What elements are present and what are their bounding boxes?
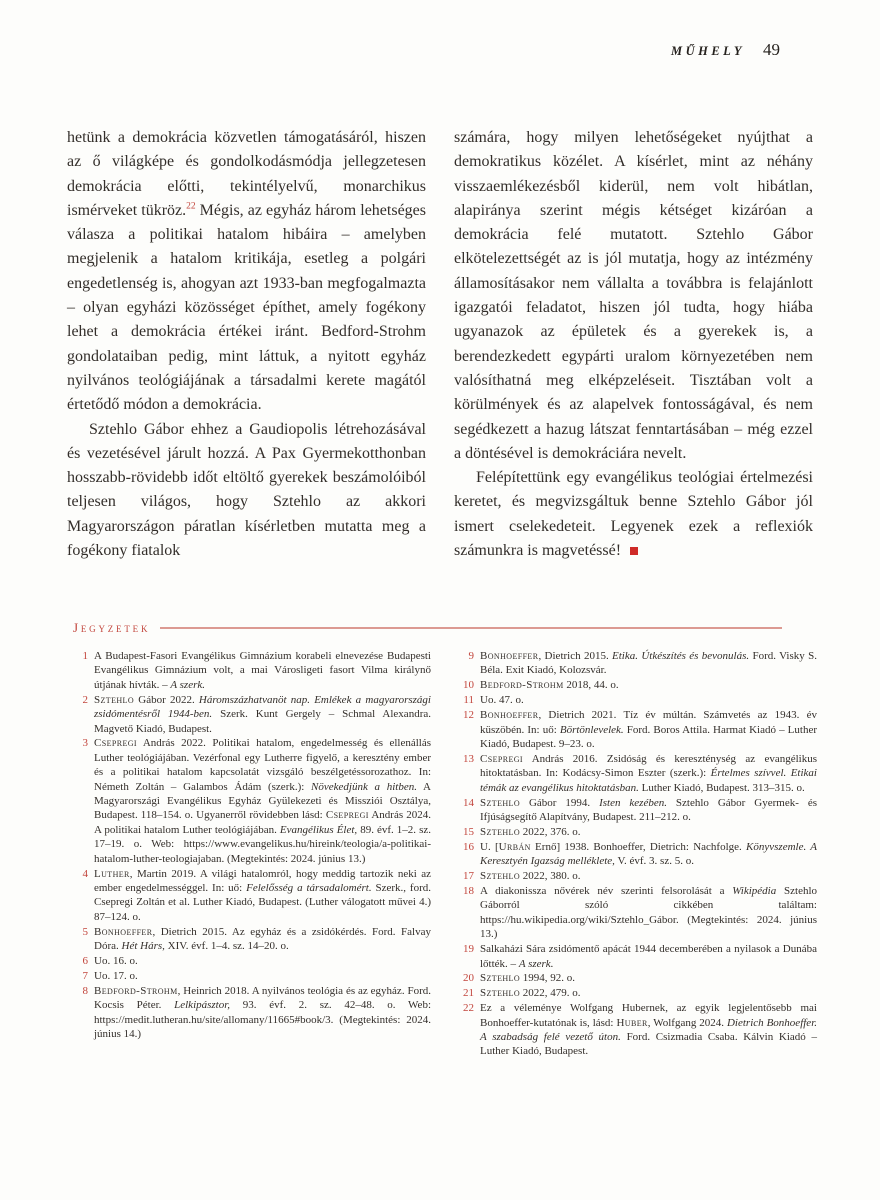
notes-header (73, 620, 817, 636)
text-segment: Sztehlo (480, 796, 521, 809)
text-segment: hetünk a demokrácia közvetlen támogatásáról, hiszen az ő világképe és gondolkodásmódja jellegzetesen demokrácia előtti, tekintélyelvű, monarchikus ismérveket tükröz. (67, 129, 426, 219)
text-segment: 93. évf. 2. sz. 42–48. o. Web: https://medit.lutheran.hu/site/allomany/11665#book/3. (Megtekintés: 2024. június 14.) (94, 999, 431, 1041)
footnote-number: 18 (463, 885, 474, 897)
footnotes-column-left (73, 649, 431, 1059)
footnote-text (94, 954, 431, 968)
footnote-number: 17 (463, 870, 474, 883)
footnote-reference: 22 (186, 201, 196, 212)
text-segment: , Dietrich 2015. Az egyház és a zsidókérdés. Ford. Falvay Dóra. (94, 925, 431, 953)
text-segment: , Heinrich 2018. A nyilvános teológia és az egyház. Ford. Kocsis Péter. (94, 984, 431, 1012)
body-paragraph (67, 418, 426, 564)
text-segment: Bedford-Strohm (94, 984, 178, 997)
footnote-item (459, 708, 817, 751)
footnote-number: 20 (463, 972, 474, 985)
text-segment: Sztehlo Gáborról szóló cikkében találtam: https://hu.wikipedia.org/wiki/Sztehlo_Gábor. (Megtekintés: 2024. június 13.) (480, 885, 818, 941)
footnote-text (480, 884, 817, 942)
text-segment: , Martin 2019. A világi hatalomról, hogy meddig tartozik neki az ember engedelmességgel. In: uő: (94, 867, 431, 894)
text-segment: 2022, 376. o. (520, 825, 581, 838)
text-segment: Gábor 2022. (134, 693, 199, 706)
footnote-text (480, 869, 817, 883)
footnote-number: 12 (463, 709, 474, 722)
text-segment: , Dietrich 2021. Tíz év múltán. Számvetés az 1943. év küszöbén. In: uő: (480, 709, 817, 736)
text-segment: A Budapest-Fasori Evangélikus Gimnázium korabeli elnevezése Budapesti Evangélikus Gimnázium volt, a mai Városligeti fasort Vilma királynő útjának hívták. – (94, 650, 431, 691)
footnote-text (94, 969, 431, 983)
page-number: 49 (763, 40, 780, 59)
text-segment: 1994, 92. o. (520, 972, 576, 985)
footnote-number: 16 (463, 840, 474, 853)
footnote-text (94, 649, 431, 692)
text-segment: számára, hogy milyen lehetőségeket nyújthat a demokratikus közélet. A kísérlet, mint az néhány visszaemlékezésből kiderül, nem volt hibátlan, alapiránya szerint mégis kétséget kizáróan a demokrácia felé mutatott. Sztehlo Gábor elkötelezettségét az is jól mutatja, hogy az intézmény államosításakor nem vállalta a továbbra is felajánlott igazgatói feladatot, hiszen jól tudta, hogy hiába ugyanazok az épületek és a gyerekek is, a berendezkedett egypárti uralom környezetében nem valósíthatná meg elképzeléseit. Tisztában volt a körülmények és az alapelvek fontosságával, és nem segédkezett a hazug látszat fenntartásában – még ezzel a döntésével is demokráciára nevelt. (454, 129, 813, 462)
text-segment: Urbán (498, 840, 531, 853)
footnote-text (480, 678, 817, 692)
text-segment: Sztehlo (480, 972, 521, 985)
footnote-item (459, 649, 817, 678)
text-segment: Evangélikus Élet, (279, 823, 358, 836)
footnotes-section (73, 620, 817, 1059)
footnote-text (480, 942, 817, 971)
text-segment: Luther (94, 867, 130, 880)
text-segment: 89. évf. 1–2. sz. 17–19. o. Web: https://www.evangelikus.hu/hireink/teologia/a-politikai-hatalom-luther-teologiajaban. (Megtekintés: 2024. június 13.) (94, 823, 431, 865)
footnote-number: 8 (82, 984, 88, 997)
text-segment: Értelmes szívvel. Etikai témák az evangélikus hitoktatásban. (480, 767, 817, 794)
text-segment: V. évf. 3. sz. 5. o. (614, 855, 694, 868)
footnote-item (73, 693, 431, 736)
footnote-number: 9 (468, 650, 474, 662)
footnote-number: 13 (463, 752, 474, 765)
text-segment: Dietrich Bonhoeffer. A szabadság felé vezető úton. (480, 1016, 818, 1044)
text-segment: Mégis, az egyház három lehetséges válasza a politikai hatalom hibáira – amelyben megjelenik a hatalom kritikája, esetleg a polgári engedetlenség is, ahogyan azt 1933-ban megfogalmazta – olyan egyházi közösséget építhet, amely fogékony lehet a demokrácia értékei iránt. Bedford-Strohm gondolataiban pedig, mint láttuk, a nyitott egyház nyilvános teológiájának a társadalmi kerete magától értetődő módon a demokrácia. (67, 201, 426, 414)
text-segment: Csepregi (94, 737, 137, 750)
footnote-number: 10 (463, 679, 474, 692)
text-segment: Felépítettünk egy evangélikus teológiai értelmezési keretet, és megvizsgáltuk benne Sztehlo Gábor jól ismert cselekedeteit. Legyenek ezek a reflexiók számunkra is magvetéssé! (454, 469, 813, 560)
text-segment: András 2024. A politikai hatalom Luther teológiájában. (94, 809, 431, 836)
text-segment: Börtönlevelek. (559, 723, 624, 736)
text-segment: Háromszázhatvanöt nap. Emlékek a magyarországi zsidómentésről 1944-ben. (94, 693, 431, 721)
text-segment: Huber (616, 1016, 648, 1029)
body-column-left (67, 126, 426, 563)
footnote-text (94, 925, 431, 954)
body-paragraph (67, 126, 426, 418)
text-segment: Bonhoeffer (480, 650, 539, 662)
text-segment: Luther Kiadó, Budapest. 313–315. o. (638, 781, 805, 794)
text-segment: Ford. Boros Attila. Harmat Kiadó – Luther Kiadó, Budapest. 9–23. o. (480, 723, 817, 750)
text-segment: A szerk. (170, 678, 206, 691)
footnote-text (480, 796, 817, 825)
text-segment: Ford. Visky S. Béla. Exit Kiadó, Kolozsvár. (480, 650, 817, 677)
footnote-item (459, 840, 817, 869)
text-segment: , Dietrich 2015. (538, 650, 613, 662)
text-segment: A Magyarországi Evangélikus Egyház Gyülekezeti és Missziói Osztálya, Budapest. 118–154. o. Ugyanerről rövidebben lásd: (94, 780, 431, 822)
article-body (67, 126, 813, 563)
footnote-item (73, 867, 431, 925)
text-segment: Wikipédia (732, 885, 777, 897)
text-segment: Növekedjünk a hitben. (311, 780, 417, 793)
footnote-text (480, 840, 817, 869)
notes-heading: Jegyzetek (73, 620, 151, 635)
text-segment: Ernő] 1938. Bonhoeffer, Dietrich: Nachfolge. (530, 840, 747, 853)
text-segment: Ford. Csizmadia Csaba. Kálvin Kiadó – Luther Kiadó, Budapest. (480, 1031, 818, 1058)
footnote-number: 1 (82, 650, 88, 662)
footnotes-columns (73, 649, 817, 1059)
footnote-text (480, 971, 817, 985)
footnote-item (73, 954, 431, 968)
text-segment: Szerk. Kunt Gergely – Schmal Alexandra. Magvető Kiadó, Budapest. (94, 708, 431, 735)
footnote-item (459, 986, 817, 1000)
text-segment: Sztehlo Gábor ehhez a Gaudiopolis létrehozásával és vezetésével járult hozzá. A Pax Gyermekotthonban hosszabb-rövidebb időt eltöltő gyerekek beszámolóiból teljesen világos, hogy Sztehlo az akkori Magyarországon páratlan kísérletben mutatta meg a fogékony fiatalok (67, 420, 426, 560)
text-segment: 2018, 44. o. (563, 679, 619, 692)
text-segment: 2022, 380. o. (520, 870, 581, 883)
footnote-item (459, 752, 817, 795)
text-segment: A diakonissza nővérek név szerinti felsorolását a (480, 885, 733, 897)
text-segment: Hét Hárs, (121, 940, 165, 953)
footnote-item (459, 869, 817, 883)
text-segment: András 2022. Politikai hatalom, engedelmesség és ellenállás Luther teológiájában. Vezérfonal egy Lutherre figyelő, a keresztény ember és a politikai hatalom kapcsolatát vizsgáló beszélgetéssorozathoz. In: Németh Zoltán – Galambos Ádám (szerk.): (94, 737, 431, 793)
footnote-item (459, 825, 817, 839)
text-segment: Uo. 17. o. (94, 969, 138, 982)
text-segment: Gábor 1994. (520, 796, 600, 809)
text-segment: XIV. évf. 1–4. sz. 14–20. o. (164, 940, 289, 953)
text-segment: 2022, 479. o. (520, 987, 581, 1000)
text-segment: Sztehlo (480, 870, 521, 883)
section-label: MŰHELY (670, 44, 745, 58)
notes-rule (160, 627, 782, 629)
footnotes-column-right (459, 649, 817, 1059)
footnote-item (73, 925, 431, 954)
footnote-item (459, 678, 817, 692)
text-segment: Uo. 16. o. (94, 955, 138, 968)
footnote-number: 15 (463, 825, 474, 838)
footnote-number: 14 (463, 796, 474, 809)
footnote-item (73, 649, 431, 692)
footnote-text (94, 693, 431, 736)
text-segment: Felelősség a társadalomért. (246, 882, 372, 894)
text-segment: Bonhoeffer (94, 925, 153, 938)
text-segment: , Wolfgang 2024. (647, 1016, 727, 1029)
text-segment: Csepregi (325, 809, 369, 822)
footnote-item (459, 1001, 817, 1059)
footnote-text (480, 708, 817, 751)
text-segment: Sztehlo (480, 987, 521, 1000)
footnote-text (94, 984, 431, 1042)
footnote-number: 11 (463, 694, 474, 707)
footnote-text (94, 736, 431, 866)
footnote-item (73, 736, 431, 866)
text-segment: Bedford-Strohm (480, 679, 564, 692)
footnote-number: 4 (82, 867, 88, 880)
footnote-text (480, 986, 817, 1000)
footnote-item (73, 969, 431, 983)
text-segment: Szerk., ford. Csepregi Zoltán et al. Luther Kiadó, Budapest. (Luther válogatott művei 4.) 87–124. o. (94, 882, 431, 923)
text-segment: Uo. 47. o. (480, 694, 524, 707)
text-segment: Isten kezében. (599, 796, 667, 809)
footnote-text (480, 752, 817, 795)
body-paragraph (454, 466, 813, 563)
footnote-text (480, 1001, 817, 1059)
text-segment: Könyvszemle. A Keresztyén Igazság melléklete, (480, 840, 818, 868)
text-segment: Bonhoeffer (480, 709, 539, 722)
footnote-number: 7 (82, 969, 88, 982)
text-segment: Lelkipásztor, (174, 999, 231, 1012)
footnote-text (480, 825, 817, 839)
text-segment: Ez a véleménye Wolfgang Hubernek, az egyik legjelentősebb mai Bonhoeffer-kutatónak is, lásd: (480, 1002, 817, 1029)
footnote-number: 19 (463, 943, 474, 956)
text-segment: Sztehlo (480, 825, 521, 838)
footnote-item (459, 971, 817, 985)
text-segment: András 2016. Zsidóság és kereszténység az evangélikus hitoktatásban. In: Kodácsy-Simon Eszter (szerk.): (480, 752, 817, 780)
footnote-number: 6 (82, 955, 88, 968)
footnote-item (459, 884, 817, 942)
text-segment: Sztehlo (94, 693, 135, 706)
footnote-number: 22 (463, 1002, 474, 1015)
footnote-text (94, 867, 431, 925)
footnote-number: 5 (82, 925, 88, 938)
body-column-right (454, 126, 813, 563)
footnote-number: 21 (463, 987, 474, 1000)
footnote-item (459, 942, 817, 971)
text-segment: A szerk. (518, 957, 554, 970)
footnote-item (459, 693, 817, 707)
text-segment: Etika. Útkészítés és bevonulás. (612, 650, 750, 662)
text-segment: U. [ (480, 840, 499, 853)
text-segment: Salkaházi Sára zsidómentő apácát 1944 decemberében a nyilasok a Dunába lőtték. – (480, 943, 817, 970)
end-of-article-mark (630, 547, 638, 555)
footnote-number: 2 (82, 693, 88, 706)
body-paragraph (454, 126, 813, 466)
text-segment: Csepregi (480, 752, 523, 765)
footnote-text (480, 649, 817, 678)
running-header (671, 40, 780, 60)
text-segment: Sztehlo Gábor Gyermek- és Ifjúságsegítő Alapítvány, Budapest. 211–212. o. (480, 796, 817, 823)
footnote-number: 3 (82, 737, 88, 750)
footnote-item (73, 984, 431, 1042)
footnote-text (480, 693, 817, 707)
footnote-item (459, 796, 817, 825)
